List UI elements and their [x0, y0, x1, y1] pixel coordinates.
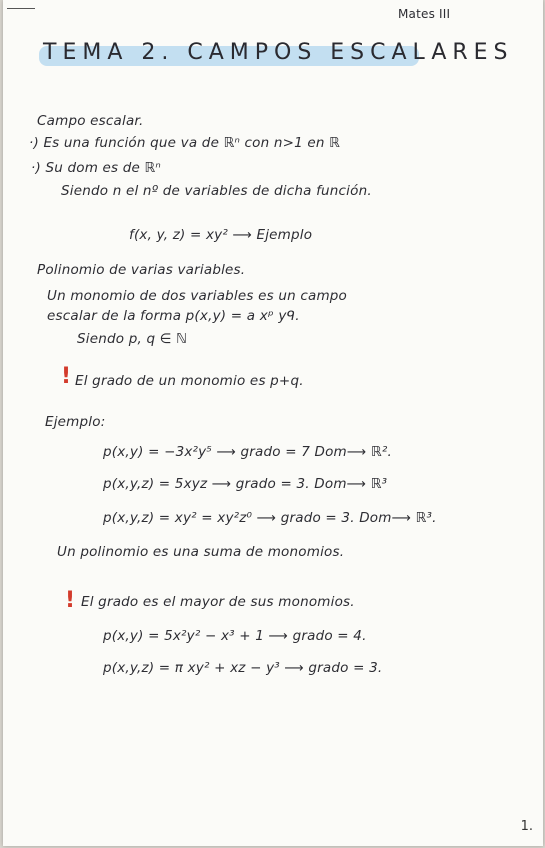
ejemplo-2: p(x,y,z) = 5xyz ⟶ grado = 3. Dom⟶ ℝ³ — [103, 476, 388, 492]
campo-line1: ·) Es una función que va de ℝⁿ con n>1 en ℝ — [29, 135, 341, 151]
notebook-page — [3, 0, 543, 846]
monomio-grado-note: El grado de un monomio es p+q. — [75, 373, 304, 389]
ejemplo-1: p(x,y) = −3x²y⁵ ⟶ grado = 7 Dom⟶ ℝ². — [103, 444, 392, 460]
ejemplo-heading: Ejemplo: — [45, 414, 106, 430]
page-title: TEMA 2. CAMPOS ESCALARES — [43, 40, 514, 65]
polinomio-heading: Polinomio de varias variables. — [37, 262, 246, 278]
suma-ejemplo-2: p(x,y,z) = π xy² + xz − y³ ⟶ grado = 3. — [103, 660, 383, 676]
suma-line: Un polinomio es una suma de monomios. — [57, 544, 345, 560]
grado-polinomio-note: El grado es el mayor de sus monomios. — [81, 594, 355, 610]
polinomio-line1: Un monomio de dos variables es un campo — [47, 288, 348, 304]
top-rule — [7, 8, 35, 9]
suma-ejemplo-1: p(x,y) = 5x²y² − x³ + 1 ⟶ grado = 4. — [103, 628, 367, 644]
campo-example: f(x, y, z) = xy² ⟶ Ejemplo — [129, 227, 313, 243]
polinomio-line2: escalar de la forma p(x,y) = a xᵖ yᑫ. — [47, 308, 300, 324]
exclamation-icon: ! — [65, 588, 76, 613]
exclamation-icon: ! — [61, 364, 72, 389]
ejemplo-3: p(x,y,z) = xy² = xy²z⁰ ⟶ grado = 3. Dom⟶ ℝ³. — [103, 510, 437, 526]
campo-line2: ·) Su dom es de ℝⁿ — [31, 160, 162, 176]
campo-line3: Siendo n el nº de variables de dicha función. — [61, 183, 372, 199]
page-number: 1. — [520, 819, 533, 834]
polinomio-line3: Siendo p, q ∈ ℕ — [77, 331, 188, 347]
corner-label: Mates III — [398, 7, 451, 21]
campo-heading: Campo escalar. — [37, 113, 144, 129]
